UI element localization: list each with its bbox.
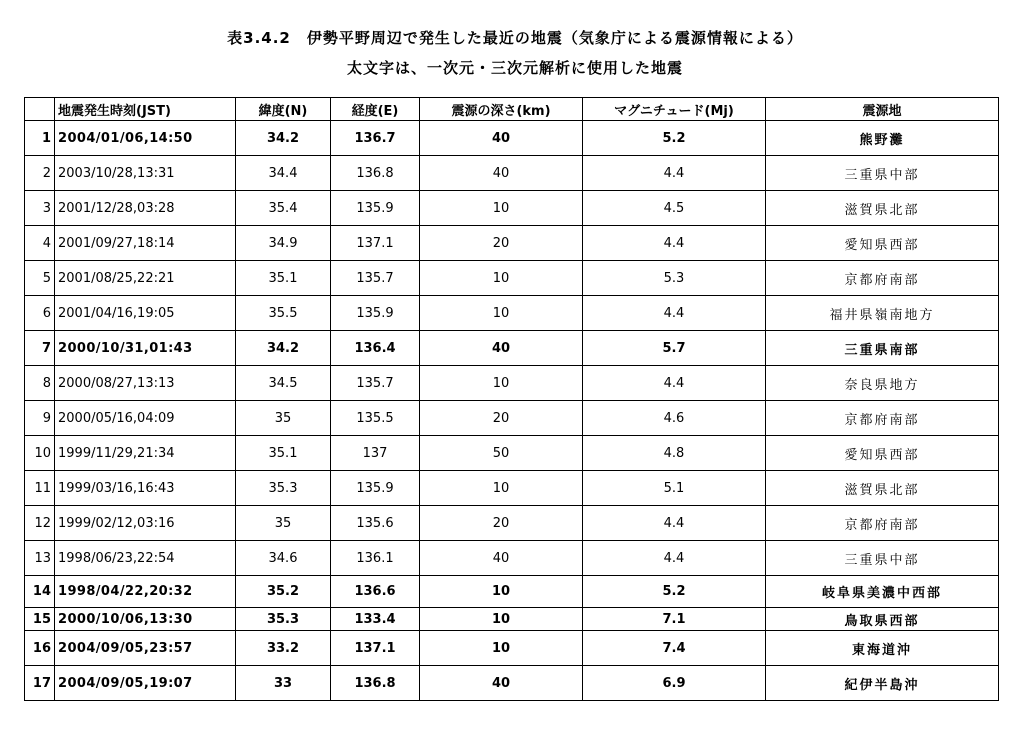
table-row (25, 436, 999, 471)
longitude-cell: 136.7 (331, 121, 420, 156)
latitude-cell: 35.5 (236, 296, 331, 331)
longitude-cell: 135.7 (331, 261, 420, 296)
table-row (25, 296, 999, 331)
table-caption: 表3.4.2 伊勢平野周辺で発生した最近の地震（気象庁による震源情報による） (227, 29, 803, 47)
latitude-cell: 34.2 (236, 121, 331, 156)
longitude-cell: 136.1 (331, 541, 420, 576)
table-row (25, 121, 999, 156)
header-latitude: 緯度(N) (236, 98, 331, 121)
origin-time-cell: 1999/11/29,21:34 (55, 436, 236, 471)
epicenter-region-cell: 愛知県西部 (766, 226, 999, 261)
row-number-cell: 8 (25, 366, 55, 401)
magnitude-cell: 7.1 (583, 608, 766, 631)
epicenter-region-cell: 三重県中部 (766, 156, 999, 191)
epicenter-region-cell: 福井県嶺南地方 (766, 296, 999, 331)
origin-time-cell: 2001/08/25,22:21 (55, 261, 236, 296)
origin-time-cell: 2004/01/06,14:50 (55, 121, 236, 156)
row-number-cell: 5 (25, 261, 55, 296)
depth-cell: 40 (420, 121, 583, 156)
magnitude-cell: 4.6 (583, 401, 766, 436)
depth-cell: 10 (420, 366, 583, 401)
table-row (25, 401, 999, 436)
row-number-cell: 13 (25, 541, 55, 576)
longitude-cell: 135.9 (331, 296, 420, 331)
table-row (25, 541, 999, 576)
row-number-cell: 14 (25, 576, 55, 608)
table-row (25, 156, 999, 191)
row-number-cell: 9 (25, 401, 55, 436)
table-row (25, 506, 999, 541)
latitude-cell: 34.9 (236, 226, 331, 261)
epicenter-region-cell: 京都府南部 (766, 506, 999, 541)
row-number-cell: 7 (25, 331, 55, 366)
header-epicenter: 震源地 (766, 98, 999, 121)
depth-cell: 50 (420, 436, 583, 471)
longitude-cell: 135.7 (331, 366, 420, 401)
table-row (25, 366, 999, 401)
header-depth: 震源の深さ(km) (420, 98, 583, 121)
table-row (25, 471, 999, 506)
latitude-cell: 34.5 (236, 366, 331, 401)
magnitude-cell: 4.8 (583, 436, 766, 471)
row-number-cell: 17 (25, 666, 55, 701)
epicenter-region-cell: 京都府南部 (766, 261, 999, 296)
longitude-cell: 136.4 (331, 331, 420, 366)
origin-time-cell: 2004/09/05,23:57 (55, 631, 236, 666)
row-number-cell: 6 (25, 296, 55, 331)
table-row (25, 576, 999, 608)
magnitude-cell: 5.7 (583, 331, 766, 366)
latitude-cell: 35 (236, 401, 331, 436)
table-row (25, 666, 999, 701)
origin-time-cell: 2000/10/06,13:30 (55, 608, 236, 631)
depth-cell: 10 (420, 608, 583, 631)
row-number-cell: 16 (25, 631, 55, 666)
longitude-cell: 135.5 (331, 401, 420, 436)
magnitude-cell: 5.1 (583, 471, 766, 506)
magnitude-cell: 5.2 (583, 121, 766, 156)
latitude-cell: 35.3 (236, 471, 331, 506)
latitude-cell: 35.4 (236, 191, 331, 226)
table-note: 太文字は、一次元・三次元解析に使用した地震 (346, 59, 683, 77)
latitude-cell: 35.2 (236, 576, 331, 608)
epicenter-region-cell: 鳥取県西部 (766, 608, 999, 631)
magnitude-cell: 4.4 (583, 506, 766, 541)
latitude-cell: 35.1 (236, 261, 331, 296)
magnitude-cell: 5.3 (583, 261, 766, 296)
latitude-cell: 35.3 (236, 608, 331, 631)
depth-cell: 40 (420, 666, 583, 701)
row-number-cell: 15 (25, 608, 55, 631)
table-row (25, 608, 999, 631)
epicenter-region-cell: 紀伊半島沖 (766, 666, 999, 701)
depth-cell: 10 (420, 191, 583, 226)
depth-cell: 20 (420, 226, 583, 261)
row-number-cell: 12 (25, 506, 55, 541)
epicenter-region-cell: 愛知県西部 (766, 436, 999, 471)
table-row (25, 226, 999, 261)
latitude-cell: 33.2 (236, 631, 331, 666)
epicenter-region-cell: 熊野灘 (766, 121, 999, 156)
longitude-cell: 137.1 (331, 226, 420, 261)
epicenter-region-cell: 滋賀県北部 (766, 471, 999, 506)
magnitude-cell: 6.9 (583, 666, 766, 701)
depth-cell: 40 (420, 156, 583, 191)
magnitude-cell: 5.2 (583, 576, 766, 608)
row-number-cell: 11 (25, 471, 55, 506)
origin-time-cell: 1998/06/23,22:54 (55, 541, 236, 576)
origin-time-cell: 2003/10/28,13:31 (55, 156, 236, 191)
longitude-cell: 135.9 (331, 471, 420, 506)
epicenter-region-cell: 奈良県地方 (766, 366, 999, 401)
row-number-cell: 4 (25, 226, 55, 261)
longitude-cell: 135.9 (331, 191, 420, 226)
depth-cell: 40 (420, 331, 583, 366)
table-row (25, 191, 999, 226)
table-body (25, 121, 999, 701)
latitude-cell: 34.6 (236, 541, 331, 576)
longitude-cell: 136.8 (331, 156, 420, 191)
depth-cell: 20 (420, 401, 583, 436)
longitude-cell: 136.8 (331, 666, 420, 701)
row-number-cell: 1 (25, 121, 55, 156)
epicenter-region-cell: 三重県南部 (766, 331, 999, 366)
longitude-cell: 135.6 (331, 506, 420, 541)
longitude-cell: 137.1 (331, 631, 420, 666)
origin-time-cell: 2000/08/27,13:13 (55, 366, 236, 401)
depth-cell: 10 (420, 471, 583, 506)
latitude-cell: 33 (236, 666, 331, 701)
depth-cell: 10 (420, 631, 583, 666)
epicenter-region-cell: 東海道沖 (766, 631, 999, 666)
epicenter-region-cell: 岐阜県美濃中西部 (766, 576, 999, 608)
latitude-cell: 35 (236, 506, 331, 541)
epicenter-region-cell: 三重県中部 (766, 541, 999, 576)
table-header-row (25, 98, 999, 121)
table-row (25, 261, 999, 296)
latitude-cell: 34.4 (236, 156, 331, 191)
origin-time-cell: 2001/09/27,18:14 (55, 226, 236, 261)
depth-cell: 10 (420, 261, 583, 296)
origin-time-cell: 1998/04/22,20:32 (55, 576, 236, 608)
longitude-cell: 133.4 (331, 608, 420, 631)
origin-time-cell: 2001/12/28,03:28 (55, 191, 236, 226)
origin-time-cell: 2000/10/31,01:43 (55, 331, 236, 366)
origin-time-cell: 1999/02/12,03:16 (55, 506, 236, 541)
magnitude-cell: 4.4 (583, 156, 766, 191)
magnitude-cell: 7.4 (583, 631, 766, 666)
row-number-cell: 10 (25, 436, 55, 471)
origin-time-cell: 2000/05/16,04:09 (55, 401, 236, 436)
depth-cell: 10 (420, 576, 583, 608)
epicenter-region-cell: 滋賀県北部 (766, 191, 999, 226)
depth-cell: 20 (420, 506, 583, 541)
epicenter-region-cell: 京都府南部 (766, 401, 999, 436)
depth-cell: 40 (420, 541, 583, 576)
magnitude-cell: 4.4 (583, 366, 766, 401)
header-time: 地震発生時刻(JST) (55, 98, 236, 121)
origin-time-cell: 2004/09/05,19:07 (55, 666, 236, 701)
latitude-cell: 34.2 (236, 331, 331, 366)
longitude-cell: 137 (331, 436, 420, 471)
header-no (25, 98, 55, 121)
magnitude-cell: 4.4 (583, 226, 766, 261)
latitude-cell: 35.1 (236, 436, 331, 471)
header-longitude: 経度(E) (331, 98, 420, 121)
row-number-cell: 3 (25, 191, 55, 226)
magnitude-cell: 4.4 (583, 296, 766, 331)
magnitude-cell: 4.5 (583, 191, 766, 226)
earthquake-table (24, 97, 999, 701)
header-magnitude: マグニチュード(Mj) (583, 98, 766, 121)
origin-time-cell: 1999/03/16,16:43 (55, 471, 236, 506)
row-number-cell: 2 (25, 156, 55, 191)
origin-time-cell: 2001/04/16,19:05 (55, 296, 236, 331)
depth-cell: 10 (420, 296, 583, 331)
table-row (25, 331, 999, 366)
magnitude-cell: 4.4 (583, 541, 766, 576)
longitude-cell: 136.6 (331, 576, 420, 608)
table-row (25, 631, 999, 666)
